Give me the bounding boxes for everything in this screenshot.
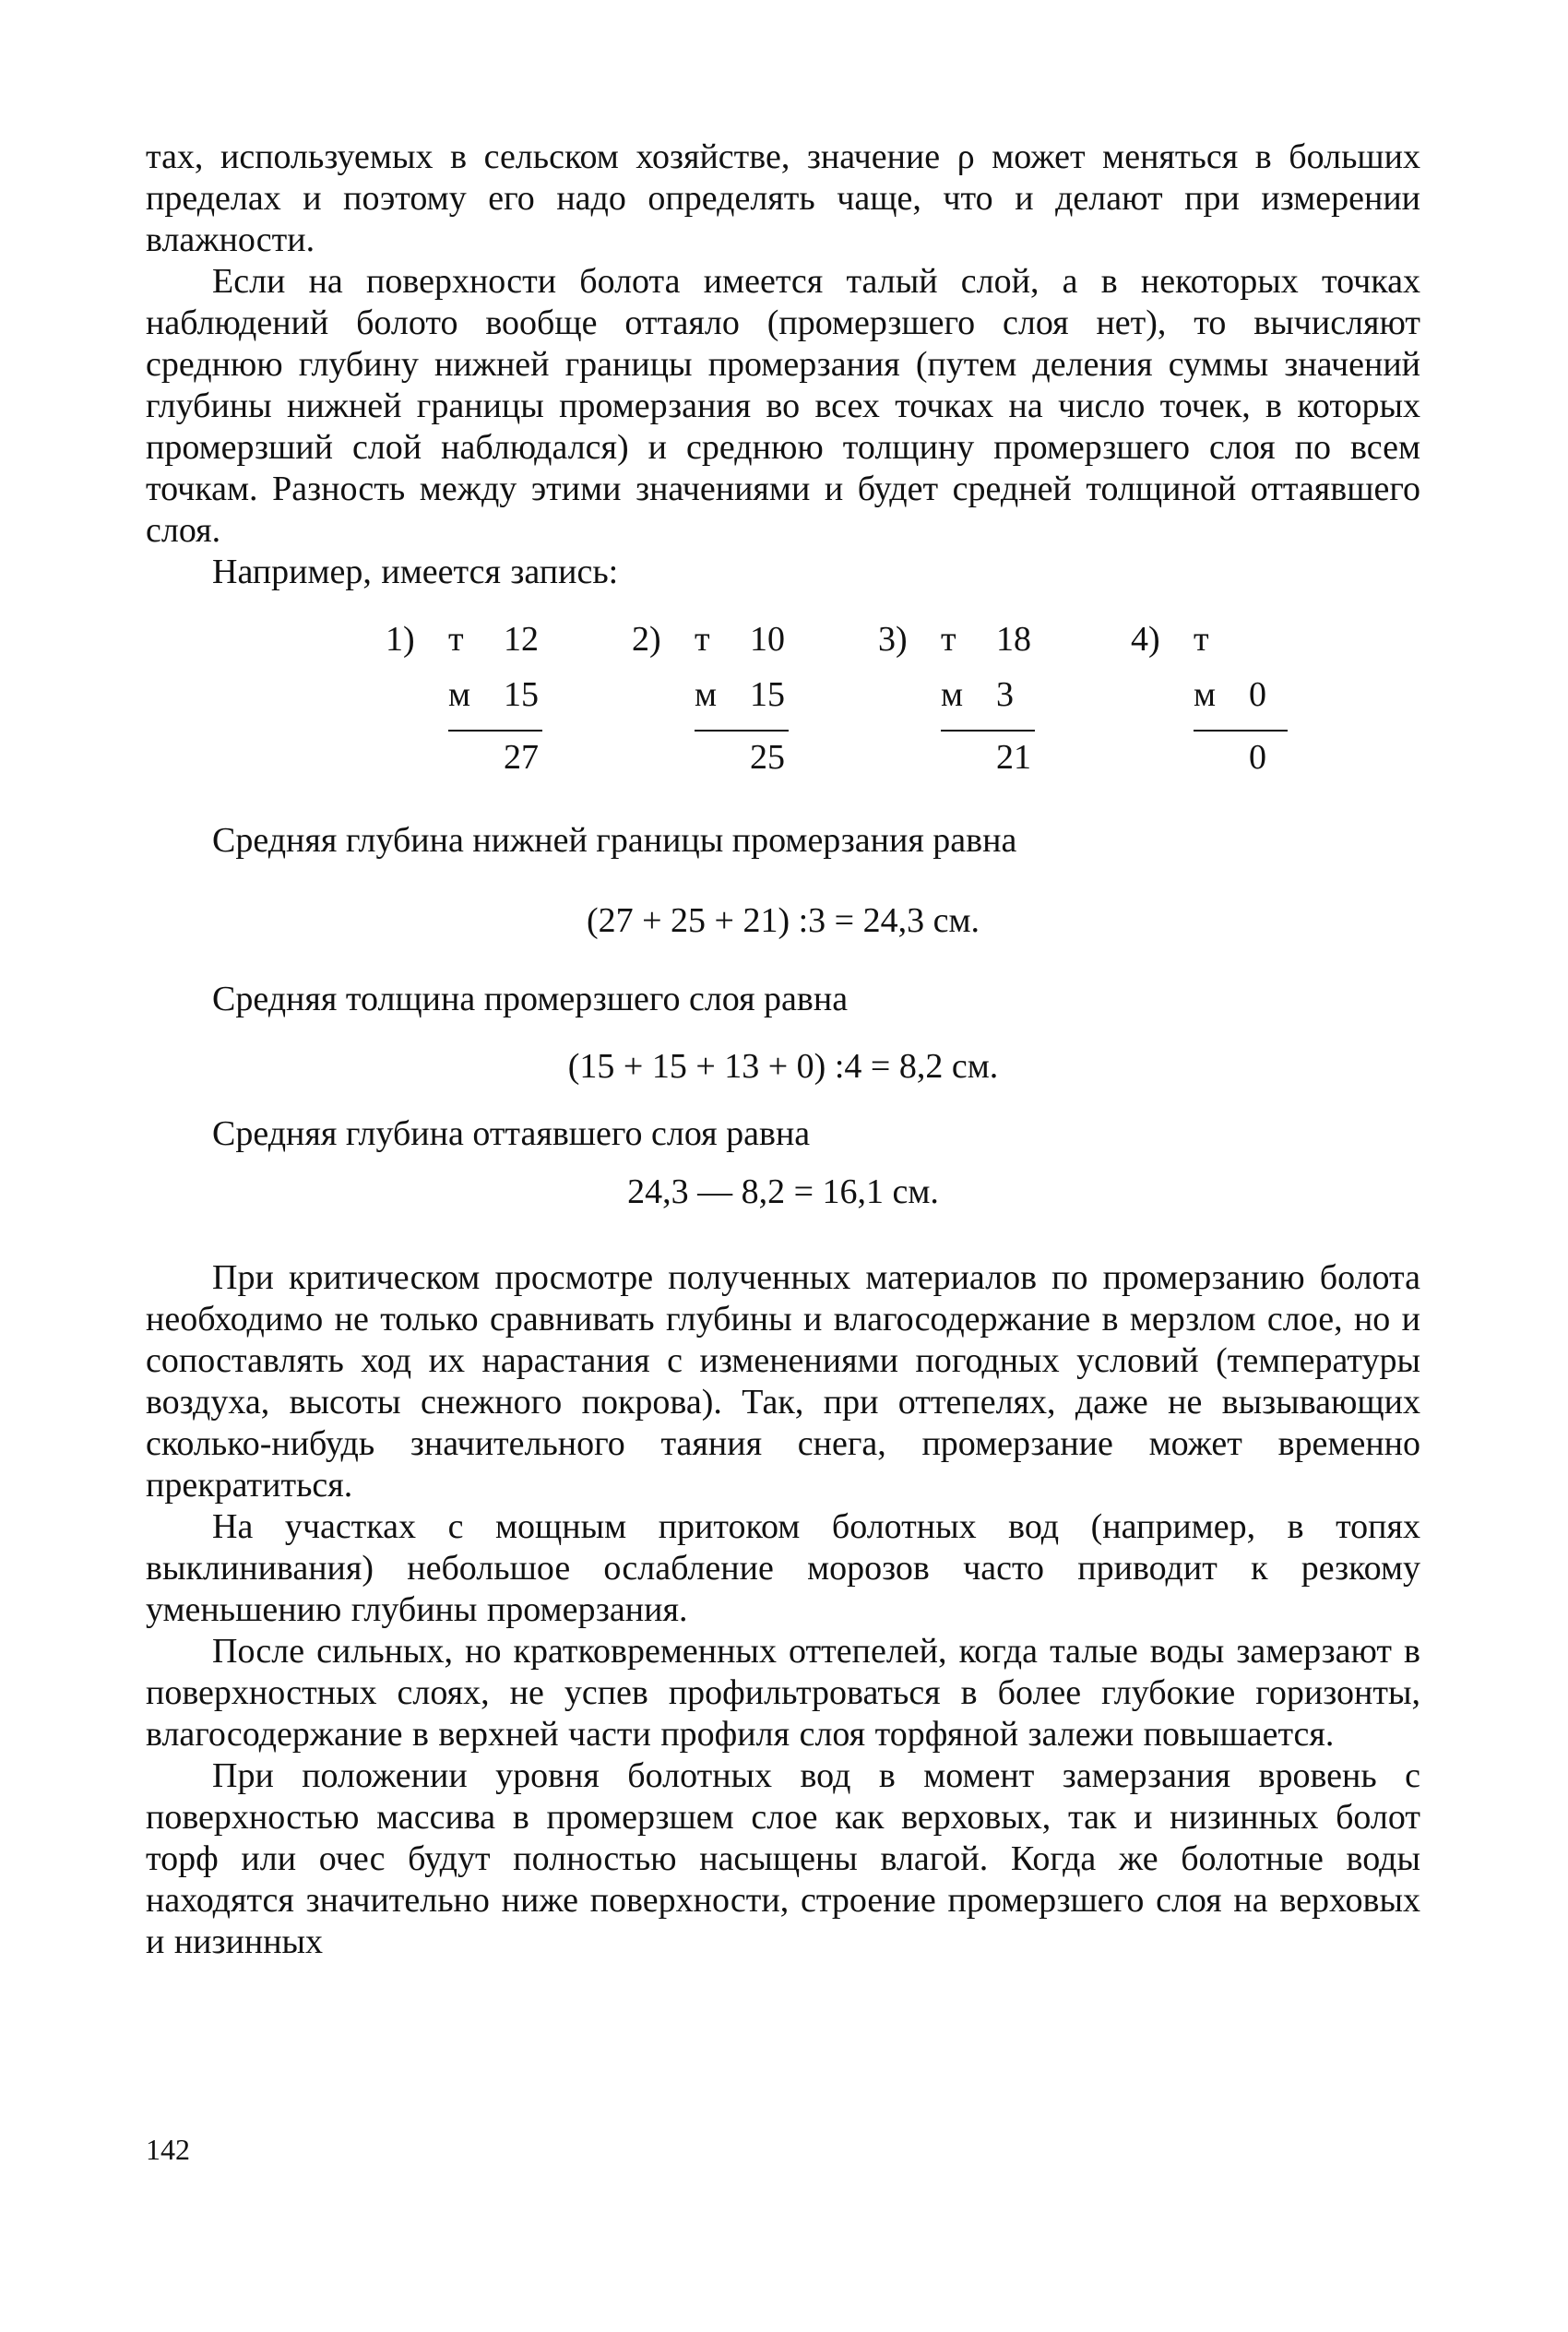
record-2 xyxy=(632,619,872,794)
record-1 xyxy=(386,619,625,794)
page-body xyxy=(146,137,1420,1963)
record-m-label: м xyxy=(448,675,471,714)
thickness-label: Средняя толщина промерзшего слоя равна xyxy=(212,980,849,1018)
record-m-label: м xyxy=(941,675,964,714)
record-sum: 0 xyxy=(1249,738,1266,777)
record-sum: 25 xyxy=(750,738,785,777)
paragraph-water-level: При положении уровня болотных вод в момент замерзания вровень с поверхностью массива в промерзшем слое как верховых, так и низинных болот торф или очес будут полностью насыщены влагой. Когда же болотные воды находятся значительно ниже поверхности, строение промерзшего слоя на верховых и низинных xyxy=(146,1756,1420,1961)
thickness-formula: (15 + 15 + 13 + 0) :4 = 8,2 см. xyxy=(567,1047,999,1086)
record-t-label: т xyxy=(448,620,464,659)
record-sum: 27 xyxy=(504,738,539,777)
record-4 xyxy=(1131,619,1371,794)
record-t-label: т xyxy=(941,620,956,659)
paragraph-continuation: тах, используемых в сельском хозяйстве, значение ρ может меняться в больших пределах и поэтому его надо определять чаще, что и делают при измерении влажности. xyxy=(146,137,1420,259)
record-number: 3) xyxy=(878,620,908,659)
record-t-label: т xyxy=(695,620,710,659)
record-3 xyxy=(878,619,1118,794)
record-sum-rule xyxy=(1194,730,1288,732)
record-m-value: 15 xyxy=(504,675,539,714)
record-sum-rule xyxy=(695,730,789,732)
thawed-formula: 24,3 — 8,2 = 16,1 см. xyxy=(627,1172,939,1211)
record-m-value: 0 xyxy=(1249,675,1266,714)
record-m-label: м xyxy=(1194,675,1217,714)
record-sum-rule xyxy=(941,730,1035,732)
record-number: 1) xyxy=(386,620,415,659)
bottom-paragraphs xyxy=(146,1257,1420,1963)
record-sum-rule xyxy=(448,730,542,732)
record-sum: 21 xyxy=(996,738,1031,777)
paragraph-thawed-layer-method: Если на поверхности болота имеется талый слой, а в некоторых точках наблюдений болото вообще оттаяло (промерзшего слоя нет), то вычисляют среднюю глубину нижней границы промерзания (путем деления суммы значений глубины нижней границы промерзания во всех точках на число точек, в которых промерзший слой наблюдался) и среднюю толщину промерзшего слоя по всем точкам. Разность между этими значениями и будет средней толщиной оттаявшего слоя. xyxy=(146,262,1420,550)
record-t-value: 12 xyxy=(504,620,539,659)
thawed-label: Средняя глубина оттаявшего слоя равна xyxy=(212,1114,811,1153)
record-t-label: т xyxy=(1194,620,1209,659)
record-t-value: 18 xyxy=(996,620,1031,659)
record-m-label: м xyxy=(695,675,718,714)
record-m-value: 15 xyxy=(750,675,785,714)
paragraph-critical-review: При критическом просмотре полученных материалов по промерзанию болота необходимо не только сравнивать глубины и влагосодержание в мерзлом слое, но и сопоставлять ход их нарастания с изменениями погодных условий (температуры воздуха, высоты снежного покрова). Так, при оттепелях, даже не вызывающих сколько-нибудь значительного таяния снега, промерзание может временно прекратиться. xyxy=(146,1258,1420,1505)
records-table xyxy=(146,619,1420,794)
paragraph-after-thaws: После сильных, но кратковременных оттепелей, когда талые воды замерзают в поверхностных слоях, не успев профильтроваться в более глубокие горизонты, влагосодержание в верхней части профиля слоя торфяной залежи повышается. xyxy=(146,1632,1420,1754)
depth-formula: (27 + 25 + 21) :3 = 24,3 см. xyxy=(586,901,980,940)
paragraph-example-intro: Например, имеется запись: xyxy=(212,553,619,591)
record-number: 2) xyxy=(632,620,661,659)
page-number: 142 xyxy=(146,2133,190,2166)
record-m-value: 3 xyxy=(996,675,1014,714)
paragraph-inflow-areas: На участках с мощным притоком болотных вод (например, в топях выклинивания) небольшое ослабление морозов часто приводит к резкому уменьшению глубины промерзания. xyxy=(146,1507,1420,1629)
record-number: 4) xyxy=(1131,620,1160,659)
record-t-value: 10 xyxy=(750,620,785,659)
depth-label: Средняя глубина нижней границы промерзания равна xyxy=(212,821,1017,860)
